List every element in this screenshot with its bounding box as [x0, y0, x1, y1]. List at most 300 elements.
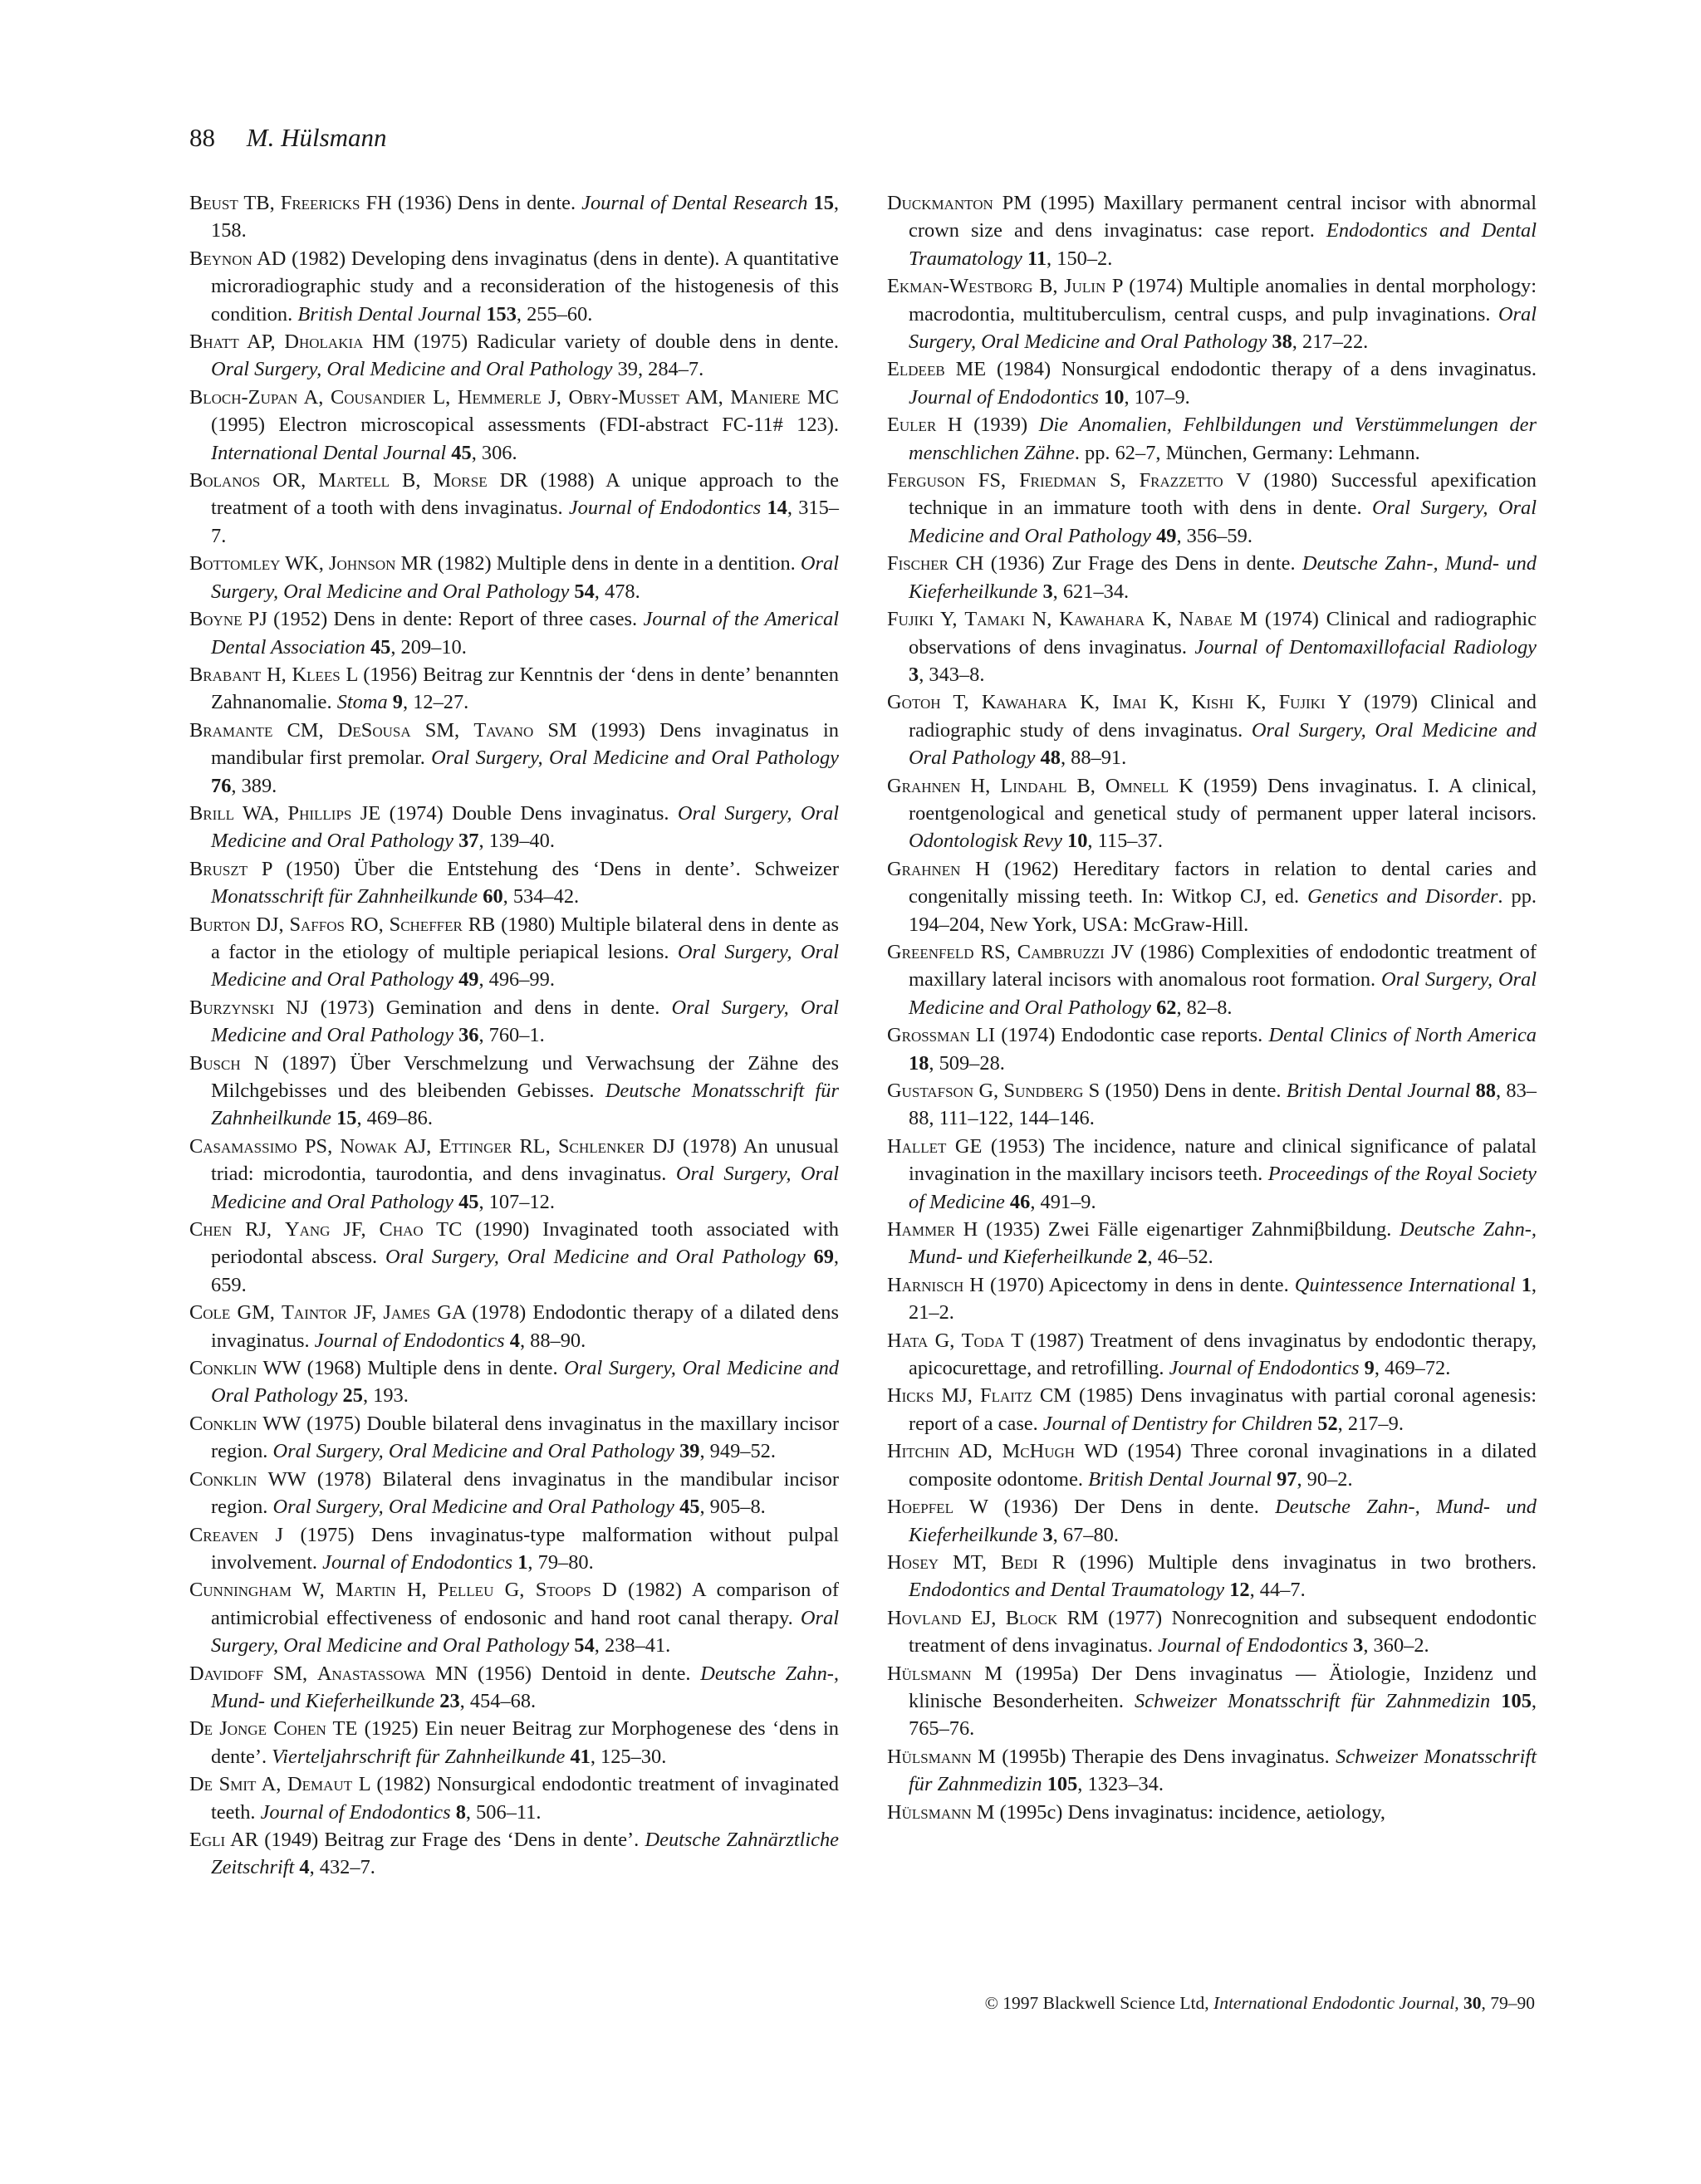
ref-text: , 1323–34. — [1077, 1773, 1164, 1796]
ref-text: , 360–2. — [1363, 1634, 1429, 1658]
ref-text: WA, — [234, 801, 288, 825]
ref-text: K, — [1233, 691, 1279, 714]
ref-author: Fujiki — [887, 608, 934, 631]
ref-text — [806, 1246, 814, 1268]
reference-entry — [887, 1799, 1537, 1826]
ref-title: Proceedings of the Royal Society of Medicine — [909, 1163, 1537, 1213]
reference-entry — [189, 1466, 839, 1521]
ref-author: Tamaki — [964, 608, 1025, 631]
ref-text: P (1974) Multiple anomalies in dental morphology: macrodontia, multituberculism, central cusps, and pulp invaginations. — [909, 275, 1537, 326]
ref-author: Pelleu — [437, 1579, 494, 1602]
ref-volume: 60 — [483, 885, 503, 908]
ref-text: , 139–40. — [478, 830, 555, 853]
ref-author: Burton — [189, 913, 251, 936]
ref-title: Journal of Endodontics — [909, 385, 1099, 409]
ref-author: Maniere — [730, 385, 801, 409]
ref-author: Demaut — [287, 1773, 353, 1796]
ref-title: Journal of Dental Research — [581, 192, 808, 214]
ref-text: J, — [541, 385, 569, 409]
ref-volume: 153 — [486, 302, 517, 326]
ref-author: Grossman — [887, 1024, 970, 1047]
ref-text: FH (1936) Dens in dente. — [360, 192, 582, 214]
ref-volume: 45 — [451, 441, 472, 464]
ref-author: Harnisch — [887, 1273, 964, 1296]
ref-title: Journal of Endodontics — [314, 1329, 505, 1352]
reference-entry — [189, 911, 839, 994]
ref-text: MT, — [939, 1550, 1001, 1574]
ref-text: TE (1925) Ein neuer Beitrag zur Morphogenese des ‘dens in dente’. — [211, 1717, 840, 1768]
ref-title: Oral Surgery, Oral Medicine and Oral Pathology — [211, 1357, 839, 1408]
ref-text: AP, — [238, 331, 285, 354]
ref-author: Busch — [189, 1051, 241, 1075]
ref-text: RL, — [512, 1134, 559, 1158]
ref-title: Oral Surgery, Oral Medicine and Oral Pathology — [211, 801, 839, 853]
ref-volume: 48 — [1040, 747, 1061, 770]
ref-author: Hovland — [887, 1606, 962, 1629]
ref-text: , 389. — [231, 774, 277, 797]
reference-entry — [189, 1660, 839, 1716]
ref-text: HM (1975) Radicular variety of double dens in dente. — [363, 331, 839, 354]
reference-entry — [887, 1271, 1537, 1327]
ref-volume: 3 — [909, 663, 919, 686]
ref-title: Journal of Dentistry for Children — [1042, 1412, 1313, 1435]
ref-volume: 97 — [1277, 1467, 1297, 1491]
ref-text: FS, — [964, 469, 1020, 492]
ref-text: NJ (1973) Gemination and dens in dente. — [274, 996, 672, 1019]
reference-entry — [887, 688, 1537, 771]
ref-author: Kishi — [1191, 691, 1234, 714]
ref-volume: 37 — [458, 830, 479, 853]
reference-entry — [189, 1521, 839, 1577]
ref-author: Conklin — [189, 1412, 257, 1435]
ref-title: Schweizer Monatsschrift für Zahnmedizin — [909, 1745, 1537, 1796]
ref-volume: 49 — [1156, 524, 1177, 547]
ref-text: DJ, — [250, 913, 290, 936]
ref-author: Duckmanton — [887, 192, 993, 214]
ref-author: Casamassimo — [189, 1134, 297, 1158]
reference-entry — [887, 938, 1537, 1021]
ref-text: RO, — [344, 913, 390, 936]
reference-entry — [887, 467, 1537, 550]
reference-entry — [887, 1660, 1537, 1743]
ref-text: , 469–72. — [1374, 1357, 1451, 1380]
reference-entry — [887, 189, 1537, 272]
ref-text: S, — [1096, 469, 1140, 492]
ref-title: Odontologisk Revy — [909, 830, 1062, 853]
ref-text: L, — [425, 385, 458, 409]
ref-text: , 432–7. — [309, 1856, 375, 1879]
ref-volume: 3 — [1042, 580, 1053, 603]
ref-text: N, — [1024, 608, 1060, 631]
ref-volume: 15 — [813, 192, 834, 214]
ref-author: Julin — [1064, 275, 1106, 298]
ref-text: T (1987) Treatment of dens invaginatus by endodontic therapy, apicocurettage, and retrofilling. — [909, 1329, 1537, 1380]
ref-author: Scheffer — [389, 913, 463, 936]
ref-author: Imai — [1112, 691, 1147, 714]
ref-text: M (1974) Clinical and radiographic observations of dens invaginatus. — [909, 608, 1537, 659]
ref-author: Omnell — [1105, 774, 1169, 797]
ref-author: Hallet — [887, 1134, 947, 1158]
ref-volume: 41 — [570, 1745, 591, 1768]
ref-text: , 469–86. — [356, 1107, 433, 1130]
ref-text: M (1995a) Der Dens invaginatus — Ätiologie, Inzidenz und klinische Besonderheiten. — [909, 1662, 1537, 1712]
ref-volume: 49 — [458, 968, 479, 992]
ref-text: G, — [973, 1080, 1004, 1102]
reference-entry — [887, 1743, 1537, 1799]
ref-title: Oral Surgery, Oral Medicine and Oral Pathology — [272, 1440, 674, 1463]
ref-text: K (1959) Dens invaginatus. I. A clinical, roentgenological and genetical study of permanent upper lateral incisors. — [909, 774, 1537, 825]
ref-author: Chao — [379, 1218, 424, 1241]
reference-entry — [887, 1382, 1537, 1437]
ref-text: B, — [390, 469, 434, 492]
reference-entry — [887, 1216, 1537, 1271]
ref-text: W (1936) Der Dens in dente. — [953, 1496, 1276, 1519]
reference-entry — [189, 1354, 839, 1410]
ref-text: , 46–52. — [1147, 1246, 1213, 1269]
ref-text: K, — [1145, 608, 1179, 631]
ref-author: Toda — [961, 1329, 1005, 1352]
page-header — [189, 123, 387, 153]
ref-title: Deutsche Zahn-, Mund- und Kieferheilkunde — [909, 1496, 1537, 1546]
ref-title: Deutsche Zahn-, Mund- und Kieferheilkunde — [211, 1662, 839, 1712]
ref-author: Hicks — [887, 1384, 934, 1408]
ref-text: K, — [1066, 691, 1113, 714]
ref-text: PS, — [297, 1134, 341, 1158]
ref-text: JF, — [346, 1301, 384, 1325]
ref-text: , 12–27. — [403, 691, 469, 714]
ref-volume: 23 — [439, 1689, 460, 1712]
ref-author: Hülsmann — [887, 1745, 972, 1768]
ref-text: RM (1977) Nonrecognition and subsequent endodontic treatment of dens invaginatus. — [909, 1606, 1537, 1658]
ref-volume: 3 — [1353, 1634, 1364, 1658]
ref-text: , 238–41. — [594, 1634, 671, 1658]
ref-text: P (1950) Über die Entstehung des ‘Dens in dente’. Schweizer — [248, 857, 839, 880]
ref-volume: 76 — [211, 774, 232, 797]
ref-volume: 39 — [679, 1440, 700, 1463]
ref-author: Cunningham — [189, 1579, 292, 1602]
ref-title: Deutsche Monatsschrift für Zahnheilkunde — [211, 1080, 839, 1130]
ref-author: Boyne — [189, 608, 243, 631]
ref-author: Beynon — [189, 247, 252, 270]
ref-text: , 217–9. — [1337, 1412, 1404, 1435]
ref-text: , 88–91. — [1060, 747, 1127, 770]
ref-text: , 107–9. — [1124, 385, 1190, 409]
ref-text: SM, — [410, 718, 474, 742]
ref-author: Bruszt — [189, 857, 248, 880]
reference-entry — [189, 1299, 839, 1354]
ref-text: T, — [940, 691, 982, 714]
ref-text: PM (1995) Maxillary permanent central incisor with abnormal crown size and dens invaginatus: case report. — [909, 192, 1537, 242]
reference-entry — [887, 411, 1537, 467]
ref-title: Oral Surgery, Oral Medicine and Oral Pathology — [211, 552, 839, 603]
ref-text: B, — [1066, 774, 1105, 797]
ref-title: International Dental Journal — [211, 441, 447, 464]
ref-author: Klees — [292, 663, 341, 686]
ref-text: H, — [395, 1579, 438, 1602]
ref-title: Oral Surgery, Oral Medicine and Oral Pathology — [211, 358, 613, 381]
ref-text: GA (1978) Endodontic therapy of a dilated dens invaginatus. — [211, 1301, 839, 1352]
reference-entry — [189, 994, 839, 1050]
ref-volume: 9 — [1364, 1357, 1375, 1380]
reference-entry — [887, 1327, 1537, 1383]
ref-title: Journal of Endodontics — [1169, 1357, 1360, 1380]
ref-text — [1490, 1690, 1501, 1712]
ref-text: B, — [1032, 275, 1065, 298]
ref-text: , 107–12. — [478, 1190, 555, 1213]
ref-text: CM, — [272, 718, 338, 742]
ref-text: SM (1993) Dens invaginatus in mandibular first premolar. — [211, 718, 839, 770]
ref-text: AM, — [679, 385, 731, 409]
reference-entry — [887, 355, 1537, 411]
ref-title: Oral Surgery, Oral Medicine and Oral Pathology — [385, 1246, 806, 1269]
ref-author: Conklin — [189, 1467, 257, 1491]
ref-title: Oral Surgery, Oral Medicine and Oral Pathology — [211, 996, 839, 1047]
ref-title: Dental Clinics of North America — [1268, 1024, 1537, 1047]
ref-title: British Dental Journal — [297, 302, 482, 326]
ref-title: Monatsschrift für Zahnheilkunde — [211, 885, 478, 908]
ref-author: Bolanos — [189, 469, 261, 492]
ref-text: G, — [493, 1579, 536, 1602]
ref-author: Burzynski — [189, 996, 275, 1019]
ref-volume: 1 — [517, 1550, 528, 1574]
ref-text: MJ, — [934, 1384, 981, 1408]
ref-author: Euler — [887, 414, 937, 437]
ref-text: H (1939) — [936, 414, 1039, 437]
ref-author: Friedman — [1019, 469, 1096, 492]
ref-text: SM, — [263, 1662, 317, 1685]
ref-author: Hitchin — [887, 1440, 950, 1463]
ref-text: . pp. 194–204, New York, USA: McGraw-Hill. — [909, 885, 1537, 936]
ref-text: , 760–1. — [478, 1024, 545, 1047]
ref-volume: 1 — [1521, 1273, 1532, 1296]
ref-author: Gustafson — [887, 1080, 974, 1102]
reference-entry — [189, 189, 839, 245]
reference-entry — [887, 272, 1537, 355]
ref-author: Flaitz — [980, 1384, 1032, 1408]
ref-author: Cole — [189, 1301, 231, 1325]
ref-title: Schweizer Monatsschrift für Zahnmedizin — [1135, 1689, 1491, 1712]
ref-text: , 209–10. — [390, 635, 467, 659]
ref-text: WD (1954) Three coronal invaginations in a dilated composite odontome. — [909, 1440, 1537, 1491]
ref-author: De Jonge Cohen — [189, 1717, 326, 1741]
reference-entry — [887, 1133, 1537, 1216]
ref-text: K, — [1146, 691, 1192, 714]
ref-text: AD, — [949, 1440, 1002, 1463]
running-author: M. Hülsmann — [246, 123, 387, 152]
ref-title: Quintessence International — [1294, 1273, 1516, 1296]
ref-text — [1516, 1274, 1522, 1296]
ref-text: A, — [256, 1773, 288, 1796]
ref-title: Endodontics and Dental Traumatology — [909, 219, 1537, 270]
ref-author: Kawahara — [1059, 608, 1145, 631]
ref-text: TC (1990) Invaginated tooth associated with periodontal abscess. — [211, 1218, 839, 1269]
ref-volume: 18 — [909, 1051, 929, 1075]
ref-text: , 150–2. — [1047, 247, 1113, 270]
ref-title: Genetics and Disorder — [1307, 885, 1498, 908]
ref-text — [807, 192, 813, 214]
ref-title: Stoma — [336, 691, 388, 714]
ref-volume: 15 — [336, 1107, 357, 1130]
ref-author: Nabae — [1179, 608, 1233, 631]
ref-text: OR, — [260, 469, 319, 492]
ref-text: H (1935) Zwei Fälle eigenartiger Zahnmiβbildung. — [954, 1218, 1400, 1241]
ref-text: , 115–37. — [1087, 830, 1163, 853]
reference-entry — [189, 605, 839, 661]
ref-author: Conklin — [189, 1357, 257, 1380]
ref-volume: 46 — [1009, 1190, 1031, 1213]
ref-author: Grahnen — [887, 857, 961, 880]
ref-title: Die Anomalien, Fehlbildungen und Verstümmelungen der menschlichen Zähne — [909, 414, 1537, 464]
ref-title: Oral Surgery, Oral Medicine and Oral Pathology — [909, 302, 1537, 354]
ref-volume: 10 — [1067, 830, 1088, 853]
ref-text: , 905–8. — [699, 1496, 766, 1519]
ref-text: M (1995c) Dens invaginatus: incidence, aetiology, — [971, 1800, 1385, 1824]
ref-text: ME (1984) Nonsurgical endodontic therapy of a dens invaginatus. — [944, 358, 1537, 381]
ref-volume: 52 — [1317, 1412, 1338, 1435]
reference-entry — [887, 605, 1537, 688]
ref-author: Block — [1005, 1606, 1058, 1629]
ref-title: British Dental Journal — [1088, 1467, 1272, 1491]
ref-author: Ekman-Westborg — [887, 275, 1033, 298]
ref-volume: 8 — [455, 1800, 466, 1824]
ref-author: Bramante — [189, 718, 273, 742]
ref-title: Oral Surgery, Oral Medicine and Oral Pathology — [211, 940, 839, 992]
reference-entry — [189, 1410, 839, 1466]
ref-text: , 765–76. — [909, 1689, 1537, 1741]
reference-entry — [189, 800, 839, 855]
ref-author: Obry-Musset — [568, 385, 679, 409]
ref-volume: 88 — [1475, 1080, 1496, 1102]
ref-author: Dholakia — [284, 331, 364, 354]
ref-author: Freericks — [280, 192, 360, 214]
ref-author: Martell — [318, 469, 390, 492]
ref-text: JV (1986) Complexities of endodontic treatment of maxillary lateral incisors with anomalous root formation. — [909, 940, 1537, 992]
ref-text: , 509–28. — [929, 1051, 1005, 1075]
ref-text: , 534–42. — [502, 885, 580, 908]
footer-volume: 30 — [1463, 1993, 1482, 2013]
ref-text: A, — [297, 385, 331, 409]
ref-text: , 506–11. — [465, 1800, 542, 1824]
reference-entry — [887, 1437, 1537, 1493]
reference-entry — [189, 1770, 839, 1826]
ref-author: Stoops — [535, 1579, 591, 1602]
ref-author: Gotoh — [887, 691, 941, 714]
ref-author: Taintor — [282, 1301, 347, 1325]
reference-entry — [189, 245, 839, 328]
reference-entry — [189, 717, 839, 800]
ref-author: Greenfeld — [887, 940, 974, 963]
ref-author: Creaven — [189, 1523, 259, 1546]
ref-text: S (1950) Dens in dente. — [1083, 1080, 1287, 1102]
ref-title: Vierteljahrschrift für Zahnheilkunde — [272, 1745, 566, 1768]
ref-volume: 54 — [574, 1634, 595, 1658]
ref-text: GM, — [230, 1301, 282, 1325]
ref-title: Journal of Endodontics — [568, 497, 762, 520]
ref-volume: 54 — [574, 580, 595, 603]
ref-text: H, — [261, 663, 292, 686]
ref-text: L (1982) Nonsurgical endodontic treatment of invaginated teeth. — [211, 1773, 839, 1824]
ref-author: Bloch-Zupan — [189, 385, 298, 409]
reference-entry — [887, 855, 1537, 938]
ref-title: Oral Surgery, Oral Medicine and Oral Pathology — [272, 1496, 674, 1519]
ref-title: Journal of Endodontics — [1158, 1634, 1349, 1658]
references-left-column — [189, 189, 839, 1882]
reference-entry — [887, 1493, 1537, 1549]
ref-text: AD (1982) Developing dens invaginatus (dens in dente). A quantitative microradiographic study and a reconsideration of the histogenesis of this condition. — [211, 247, 839, 326]
ref-text: EJ, — [961, 1606, 1006, 1629]
ref-text: , 125–30. — [590, 1745, 667, 1768]
ref-text: WW (1975) Double bilateral dens invaginatus in the maxillary incisor region. — [211, 1412, 839, 1463]
ref-title: Deutsche Zahnärztliche Zeitschrift — [211, 1828, 840, 1879]
ref-volume: 105 — [1501, 1689, 1532, 1712]
reference-entry — [887, 772, 1537, 855]
ref-text: 39, 284–7. — [612, 358, 704, 381]
ref-volume: 25 — [342, 1384, 363, 1408]
ref-text: , 949–52. — [699, 1440, 776, 1463]
ref-text: , 306. — [471, 441, 517, 464]
ref-text: , 88–90. — [519, 1329, 586, 1352]
ref-text: L (1956) Beitrag zur Kenntnis der ‘dens in dente’ benannten Zahnanomalie. — [211, 663, 839, 714]
ref-text: H, — [960, 774, 1001, 797]
ref-volume: 12 — [1229, 1579, 1250, 1602]
copyright-text: © 1997 Blackwell Science Ltd, — [984, 1993, 1214, 2013]
ref-author: Martin — [336, 1579, 396, 1602]
ref-title: Oral Surgery, Oral Medicine and Oral Pathology — [211, 1606, 839, 1658]
ref-title: Oral Surgery, Oral Medicine and Oral Pathology — [431, 747, 840, 770]
ref-text: RB (1980) Multiple bilateral dens in dente as a factor in the etiology of multiple periapical lesions. — [211, 913, 839, 963]
ref-text: H (1970) Apicectomy in dens in dente. — [963, 1273, 1295, 1296]
ref-text: JE (1974) Double Dens invaginatus. — [351, 801, 678, 825]
ref-author: Ferguson — [887, 469, 965, 492]
ref-text: N (1897) Über Verschmelzung und Verwachsung der Zähne des Milchgebisses und des bleibenden Gebisses. — [211, 1051, 839, 1102]
ref-author: Anastassowa — [316, 1662, 426, 1685]
reference-entry — [887, 1077, 1537, 1133]
ref-volume: 10 — [1104, 385, 1125, 409]
ref-author: Yang — [284, 1218, 331, 1241]
ref-volume: 11 — [1027, 247, 1047, 270]
ref-author: DeSousa — [337, 718, 411, 742]
ref-volume: 62 — [1156, 996, 1177, 1019]
reference-entry — [189, 1050, 839, 1133]
ref-title: Oral Surgery, Oral Medicine and Oral Pathology — [909, 497, 1537, 547]
ref-author: Bottomley — [189, 552, 281, 575]
reference-entry — [189, 384, 839, 467]
ref-text: W, — [291, 1579, 336, 1602]
ref-title: Oral Surgery, Oral Medicine and Oral Pathology — [211, 1163, 839, 1213]
ref-title: Journal of the Americal Dental Association — [211, 608, 839, 659]
ref-text: RS, — [973, 940, 1017, 963]
ref-author: Davidoff — [189, 1662, 264, 1685]
ref-text: RJ, — [232, 1218, 285, 1241]
ref-text: MN (1956) Dentoid in dente. — [425, 1662, 701, 1685]
ref-text: MR (1982) Multiple dens in dente in a dentition. — [395, 552, 801, 575]
ref-author: Cambruzzi — [1017, 940, 1105, 963]
ref-text: , 255–60. — [516, 302, 593, 326]
ref-author: Chen — [189, 1218, 233, 1241]
ref-author: Bhatt — [189, 331, 239, 354]
ref-text: GE (1953) The incidence, nature and clinical significance of palatal invagination in the maxillary incisors teeth. — [909, 1134, 1537, 1186]
ref-author: Schlenker — [558, 1134, 645, 1158]
ref-author: McHugh — [1002, 1440, 1076, 1463]
reference-entry — [189, 1216, 839, 1299]
ref-text: DJ (1978) An unusual triad: microdontia, taurodontia, and dens invaginatus. — [211, 1134, 839, 1186]
ref-author: Grahnen — [887, 774, 961, 797]
ref-text: TB, — [238, 192, 281, 214]
ref-volume: 45 — [370, 635, 391, 659]
reference-entry — [887, 550, 1537, 605]
ref-text: DR (1988) A unique approach to the treatment of a tooth with dens invaginatus. — [211, 469, 839, 520]
ref-text: M (1995b) Therapie des Dens invaginatus. — [971, 1745, 1336, 1768]
